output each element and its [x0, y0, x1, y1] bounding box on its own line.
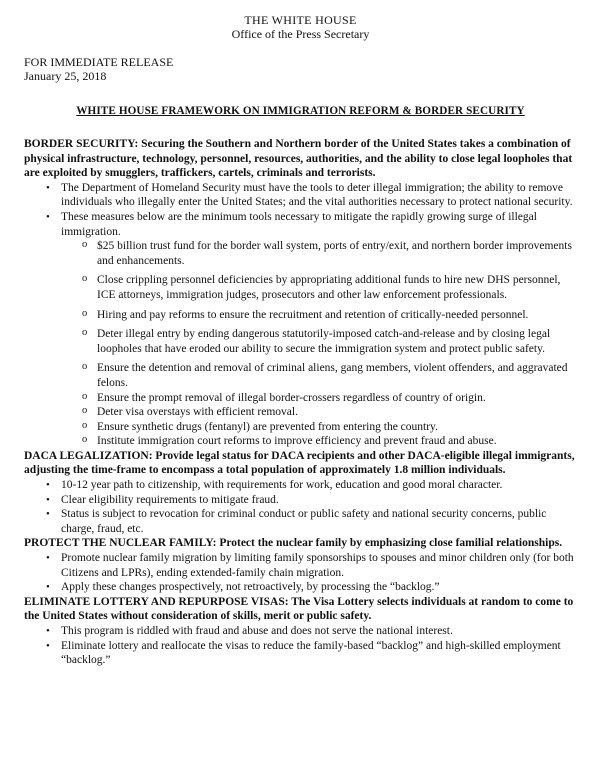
section-border-security — [24, 137, 577, 449]
section-heading: ELIMINATE LOTTERY AND REPURPOSE VISAS: The Visa Lottery selects individuals at random to come to the United States without consideration of skills, merit or public safety. — [24, 595, 574, 623]
sub-list-item: o Ensure synthetic drugs (fentanyl) are prevented from entering the country. — [24, 420, 577, 435]
section-eliminate-lottery — [24, 595, 577, 668]
sub-list-item: o Hiring and pay reforms to ensure the recruitment and retention of critically-needed personnel. — [24, 308, 577, 323]
list-item: • Eliminate lottery and reallocate the visas to reduce the family-based “backlog” and high-skilled employment “backlog.” — [24, 639, 577, 668]
sub-bullet-list — [24, 239, 577, 449]
letterhead-title: THE WHITE HOUSE — [244, 13, 357, 27]
letterhead — [24, 13, 577, 41]
sub-list-item: o Ensure the detention and removal of criminal aliens, gang members, violent offenders, and aggravated felons. — [24, 361, 577, 390]
letterhead-subtitle: Office of the Press Secretary — [231, 27, 370, 41]
list-item: • These measures below are the minimum tools necessary to mitigate the rapidly growing surge of illegal immigration. — [24, 210, 577, 239]
sub-list-item: o $25 billion trust fund for the border wall system, ports of entry/exit, and northern border improvements and enhancements. — [24, 239, 577, 268]
section-nuclear-family — [24, 536, 577, 594]
list-item: • Apply these changes prospectively, not retroactively, by processing the “backlog.” — [24, 580, 577, 595]
section-heading: BORDER SECURITY: Securing the Southern and Northern border of the United States takes a combination of physical infrastructure, technology, personnel, resources, authorities, and the ability to close legal loopholes that are exploited by smugglers, traffickers, cartels, criminals and terrorists. — [24, 138, 573, 180]
bullet-list — [24, 551, 577, 595]
sub-list-item: o Institute immigration court reforms to improve efficiency and prevent fraud and abuse. — [24, 434, 577, 449]
sub-list-item: o Deter visa overstays with efficient removal. — [24, 405, 577, 420]
document-title: WHITE HOUSE FRAMEWORK ON IMMIGRATION REFORM & BORDER SECURITY — [76, 105, 525, 117]
section-heading: PROTECT THE NUCLEAR FAMILY: Protect the nuclear family by emphasizing close familial relationships. — [24, 537, 563, 550]
bullet-list — [24, 624, 577, 668]
release-info — [24, 55, 577, 83]
list-item: • This program is riddled with fraud and abuse and does not serve the national interest. — [24, 624, 577, 639]
list-item: • 10-12 year path to citizenship, with requirements for work, education and good moral character. — [24, 478, 577, 493]
sub-list-item: o Close crippling personnel deficiencies by appropriating additional funds to hire new DHS personnel, ICE attorneys, immigration judges, prosecutors and other law enforcement professionals. — [24, 273, 577, 302]
sub-list-item: o Ensure the prompt removal of illegal border-crossers regardless of country of origin. — [24, 391, 577, 406]
release-date: January 25, 2018 — [24, 69, 107, 83]
bullet-list — [24, 181, 577, 239]
bullet-list — [24, 478, 577, 536]
sub-list-item: o Deter illegal entry by ending dangerous statutorily-imposed catch-and-release and by closing legal loopholes that have eroded our ability to secure the immigration system and protect public safety. — [24, 327, 577, 356]
document-page — [0, 13, 601, 779]
list-item: • Status is subject to revocation for criminal conduct or public safety and national security concerns, public charge, fraud, etc. — [24, 507, 577, 536]
section-heading: DACA LEGALIZATION: Provide legal status for DACA recipients and other DACA-eligible illegal immigrants, adjusting the time-frame to encompass a total population of approximately 1.8 million individuals. — [24, 449, 575, 477]
list-item: • Clear eligibility requirements to mitigate fraud. — [24, 493, 577, 508]
list-item: • Promote nuclear family migration by limiting family sponsorships to spouses and minor children only (for both Citizens and LPRs), ending extended-family chain migration. — [24, 551, 577, 580]
release-label: FOR IMMEDIATE RELEASE — [24, 55, 174, 69]
section-daca — [24, 449, 577, 537]
list-item: • The Department of Homeland Security must have the tools to deter illegal immigration; the ability to remove individuals who illegally enter the United States; and the vital authorities necessary to protect national security. — [24, 181, 577, 210]
